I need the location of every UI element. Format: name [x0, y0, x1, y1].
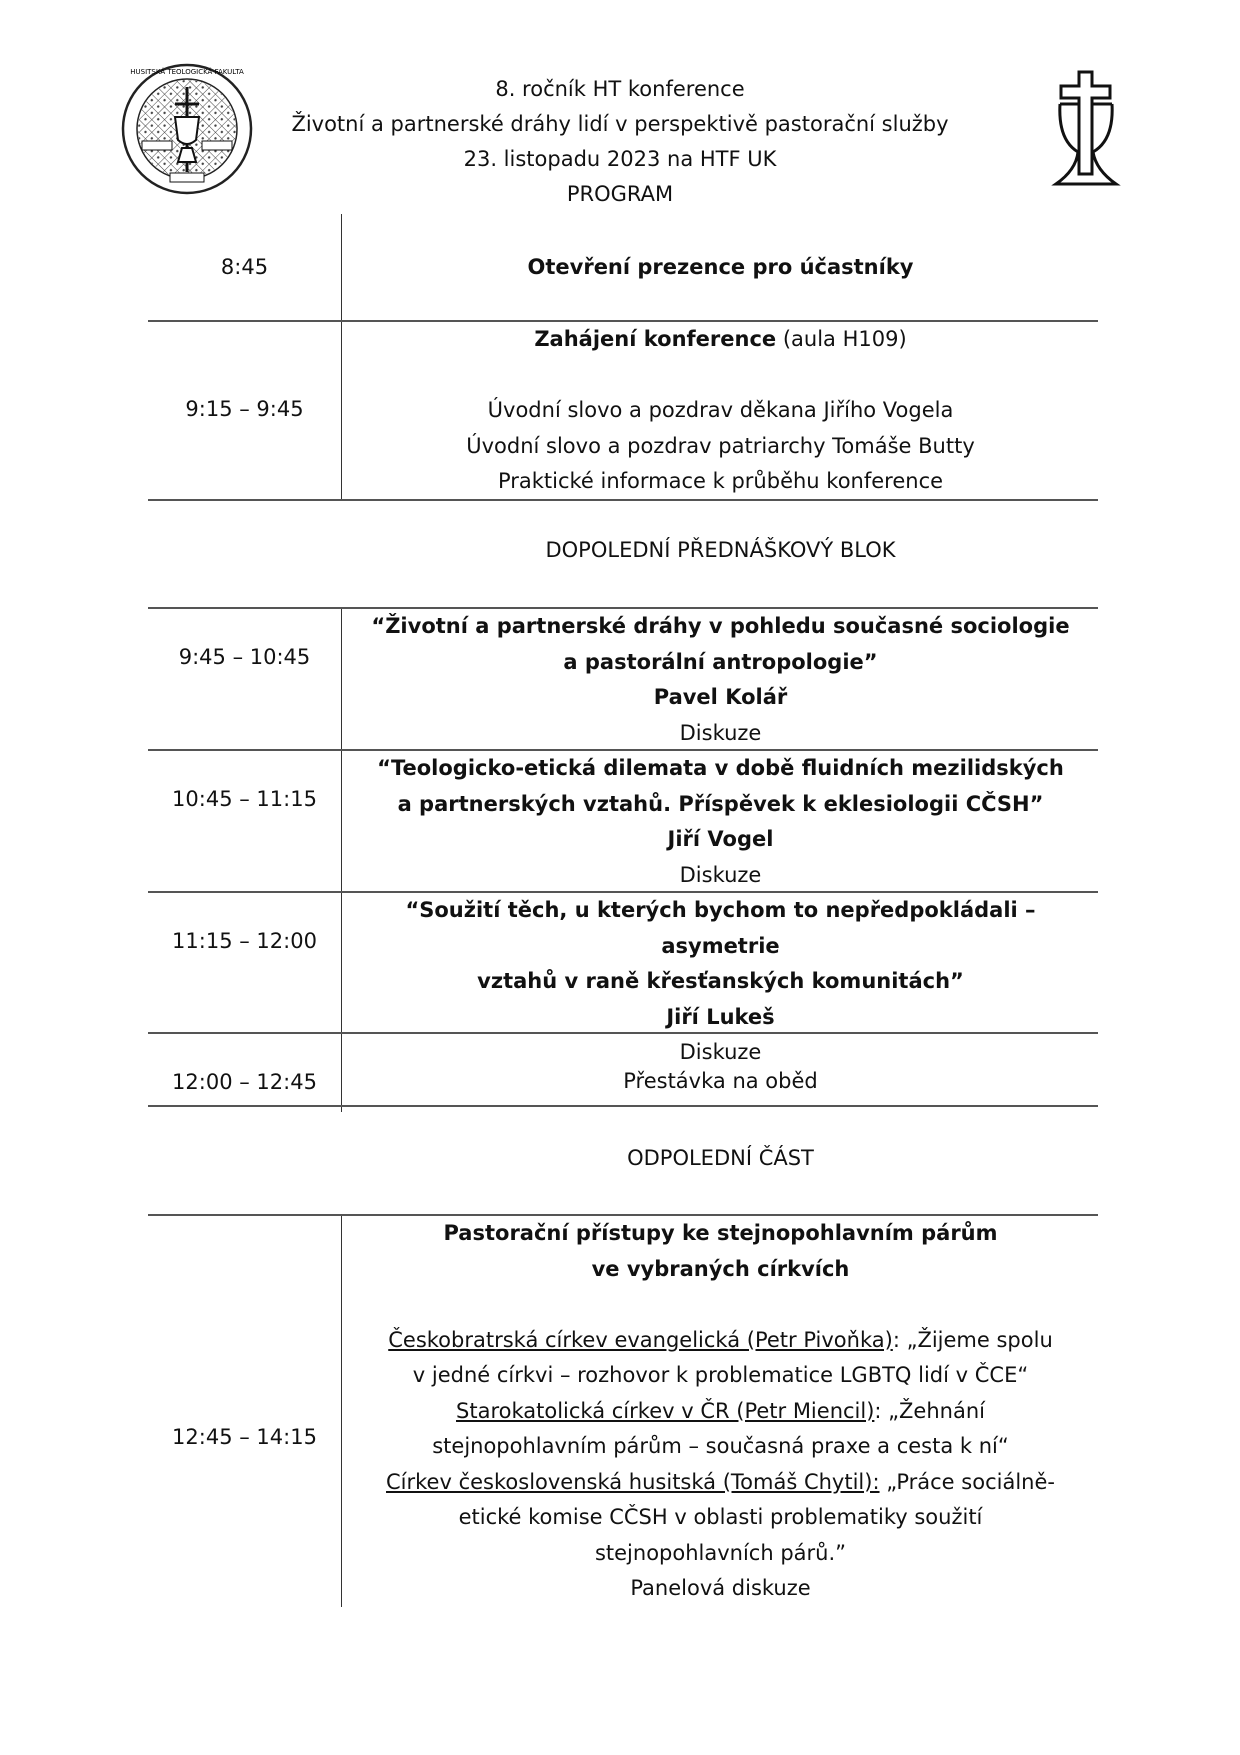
lecture-block [343, 609, 1098, 751]
lecture-block [343, 893, 1098, 1071]
church-name: Českobratrská církev evangelická (Petr Pivoňka) [388, 1327, 893, 1352]
lecture-block [343, 751, 1098, 893]
agenda-line: Úvodní slovo a pozdrav děkana Jiřího Vogela [487, 398, 954, 422]
talk-title: stejnopohlavních párů.” [594, 1540, 847, 1565]
cross-chalice-icon [1048, 70, 1128, 190]
lecture-title: vztahů v raně křesťanských komunitách” [477, 969, 964, 993]
lecture-speaker: Pavel Kolář [653, 685, 788, 709]
opening-title: Zahájení konference [534, 327, 777, 351]
talk-title: : „Žijeme spolu [892, 1327, 1053, 1352]
row-title: Otevření prezence pro účastníky [527, 255, 914, 279]
talk-title: : „Žehnání [874, 1398, 985, 1423]
church-name: Církev československá husitská (Tomáš Chytil): [386, 1469, 880, 1494]
lecture-discussion: Diskuze [679, 1040, 762, 1064]
faculty-seal-icon [120, 62, 255, 197]
column-divider [341, 1215, 342, 1607]
panel-title: Pastorační přístupy ke stejnopohlavním párům [443, 1221, 998, 1245]
talk-title: „Práce sociálně- [879, 1469, 1055, 1494]
lecture-discussion: Diskuze [679, 862, 762, 887]
row-divider [148, 1105, 1098, 1107]
panel-discussion: Panelová diskuze [630, 1576, 811, 1600]
talk-title: etické komise CČSH v oblasti problematiky soužití [458, 1505, 983, 1529]
lecture-discussion: Diskuze [679, 720, 762, 745]
svg-text:HUSITSKÁ TEOLOGICKÁ FAKULTA: HUSITSKÁ TEOLOGICKÁ FAKULTA [130, 68, 244, 76]
row-time: 11:15 – 12:00 [172, 929, 317, 953]
lecture-title: a pastorální antropologie” [563, 649, 878, 674]
row-time: 10:45 – 11:15 [172, 787, 317, 811]
lecture-speaker: Jiří Lukeš [666, 1004, 775, 1029]
section-heading-morning: DOPOLEDNÍ PŘEDNÁŠKOVÝ BLOK [545, 538, 896, 562]
row-time: 9:15 – 9:45 [185, 397, 304, 421]
conference-edition: 8. ročník HT konference [495, 77, 745, 101]
lunch-break: Přestávka na oběd [623, 1069, 818, 1093]
panel-block [343, 1216, 1098, 1607]
program-label: PROGRAM [566, 182, 674, 206]
column-divider [341, 214, 342, 501]
column-divider [341, 608, 342, 1112]
row-time: 12:00 – 12:45 [172, 1070, 317, 1094]
conference-date-place: 23. listopadu 2023 na HTF UK [463, 147, 777, 171]
row-content [343, 322, 1098, 500]
lecture-title: “Teologicko-etická dilemata v době fluidních mezilidských [377, 756, 1064, 780]
lecture-title: a partnerských vztahů. Příspěvek k eklesiologii CČSH” [397, 791, 1044, 816]
agenda-line: Úvodní slovo a pozdrav patriarchy Tomáše Butty [466, 433, 975, 458]
agenda-line: Praktické informace k průběhu konference [497, 469, 944, 493]
opening-location: (aula H109) [776, 327, 907, 351]
section-heading-afternoon: ODPOLEDNÍ ČÁST [627, 1146, 814, 1170]
panel-title: ve vybraných církvích [591, 1256, 850, 1281]
row-time: 9:45 – 10:45 [178, 645, 311, 669]
church-name: Starokatolická církev v ČR (Petr Miencil) [456, 1398, 875, 1423]
conference-title: Životní a partnerské dráhy lidí v perspektivě pastorační služby [291, 112, 949, 136]
row-time: 8:45 [220, 255, 269, 279]
talk-title: stejnopohlavním párům – současná praxe a cesta k ní“ [432, 1434, 1009, 1458]
lecture-title: “Soužití těch, u kterých bychom to nepředpokládali – asymetrie [405, 898, 1036, 958]
lecture-title: “Životní a partnerské dráhy v pohledu současné sociologie [371, 614, 1070, 638]
talk-title: v jedné církvi – rozhovor k problematice LGBTQ lidí v ČCE“ [412, 1363, 1029, 1387]
row-time: 12:45 – 14:15 [172, 1425, 317, 1449]
lecture-speaker: Jiří Vogel [667, 827, 774, 851]
